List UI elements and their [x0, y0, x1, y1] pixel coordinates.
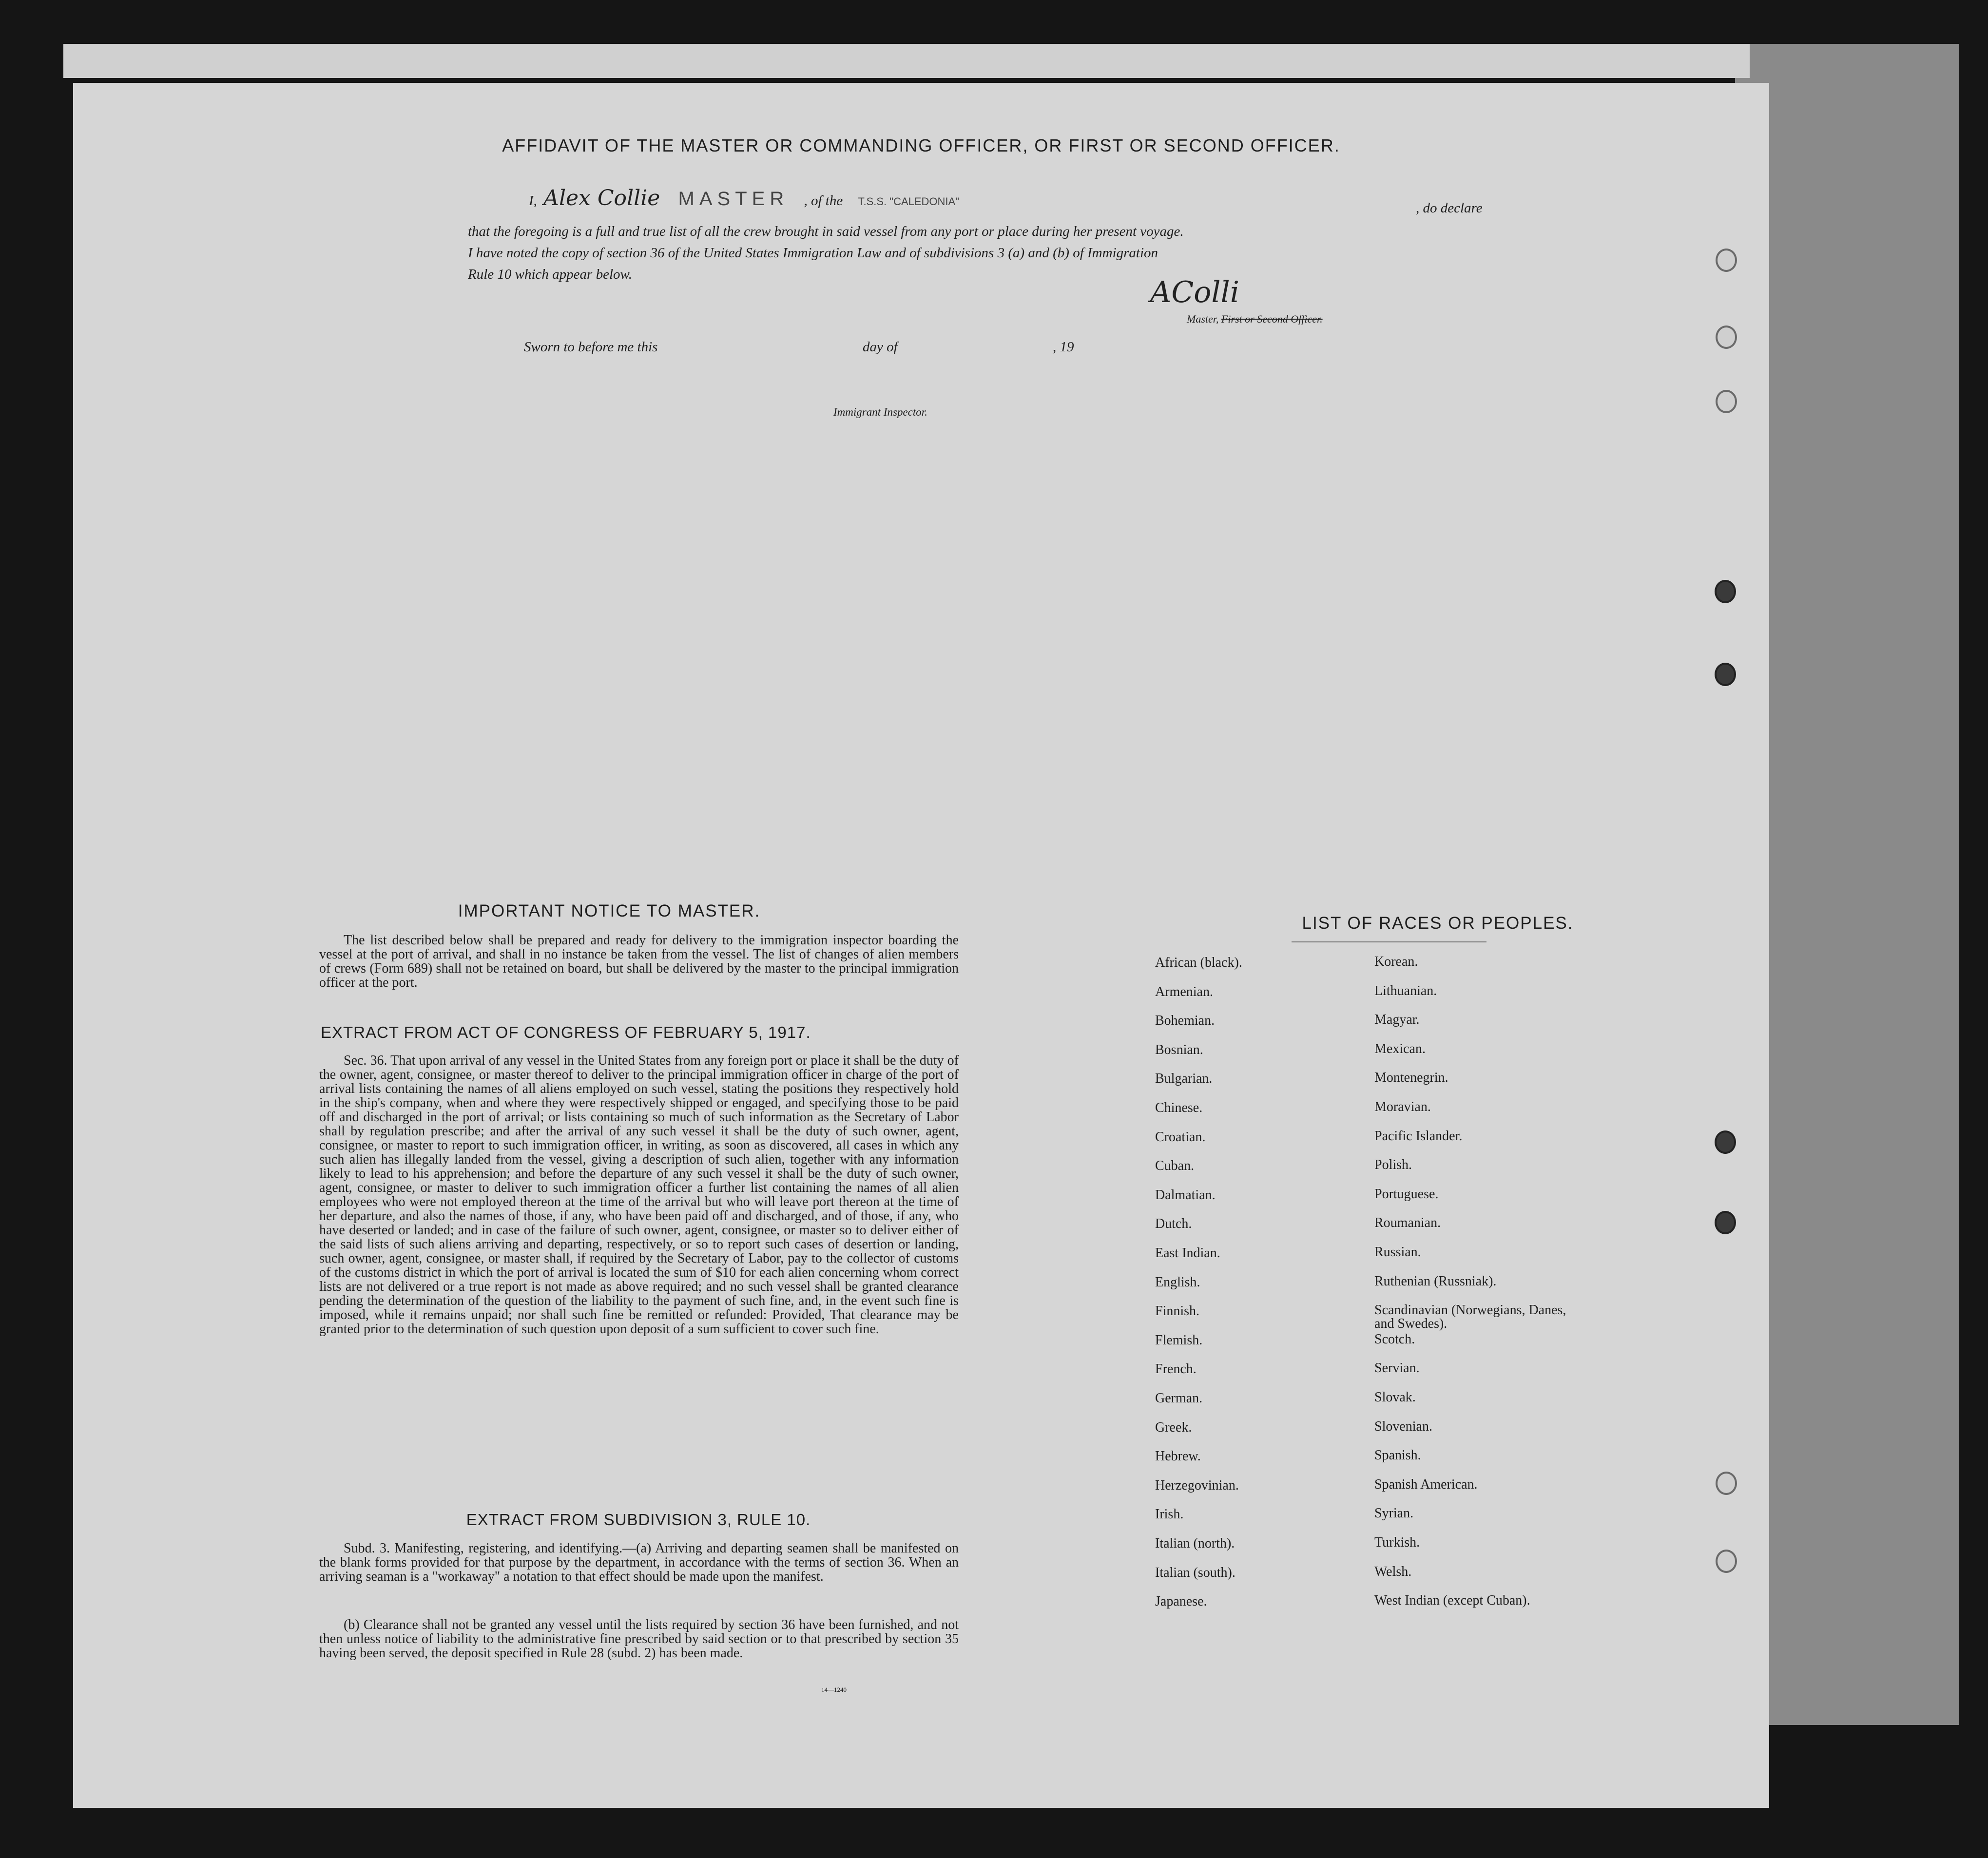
race-item: Slovak. [1374, 1390, 1416, 1405]
binder-hole [1715, 1130, 1736, 1154]
race-item: Pacific Islander. [1374, 1128, 1463, 1144]
extract-rule-text-b: (b) Clearance shall not be granted any vessel until the lists required by section 36 have been furnished, and not then unless notice of liability to the administrative fine prescribed by said section or to that prescribed by section 35 having been served, the deposit specified in Rule 28 (subd. 2) has been made. [319, 1617, 959, 1661]
race-item: Korean. [1374, 954, 1418, 969]
race-item: Flemish. [1155, 1332, 1203, 1348]
race-item: West Indian (except Cuban). [1374, 1593, 1530, 1609]
race-item: Japanese. [1155, 1594, 1207, 1609]
extract-act-text: Sec. 36. That upon arrival of any vessel in the United States from any foreign port or place it shall be the duty of the owner, agent, consignee, or master thereof to deliver to the principal immigration officer in charge of the port of arrival lists containing the names of all aliens employed on such vessel, stating the positions they respectively hold in the ship's company, when and where they were respectively shipped or engaged, and specifying those to be paid off and discharged in the port of arrival; or lists containing so much of such information as the Secretary of Labor shall by regulation prescribe; and after the arrival of any such vessel it shall be the duty of such owner, agent, consignee, or master to report to such immigration officer, in writing, as soon as discovered, all cases in which any such alien has illegally landed from the vessel, giving a description of such alien, together with any information likely to lead to his apprehension; and before the departure of any such vessel it shall be the duty of such owner, agent, consignee, or master to deliver to such immigration officer a further list containing the names of all alien employees who were not employed thereon at the time of the arrival but who will leave port thereon at the time of her departure, and also the names of those, if any, who have been paid off and discharged, and of those, if any, who have deserted or landed; and in case of the failure of such owner, agent, consignee, or master so to deliver either of the said lists of such aliens arriving and departing, respectively, or so to report such cases of desertion or landing, such owner, agent, consignee, or master shall, if required by the Secretary of Labor, pay to the collector of customs of the customs district in which the port of arrival is located the sum of $10 for each alien concerning whom correct lists are not delivered or a true report is not made as above required; and no such vessel shall be granted clearance pending the determination of the question of the liability to the payment of such fine, and, in the event such fine is imposed, while it remains unpaid; nor shall such fine be remitted or refunded: Provided, That clearance may be granted prior to the determination of such question upon deposit of a sum sufficient to cover such fine. [319, 1053, 959, 1337]
race-item: Ruthenian (Russniak). [1374, 1273, 1497, 1289]
do-declare-text: , do declare [1416, 200, 1483, 216]
race-item: African (black). [1155, 955, 1242, 970]
race-item: Roumanian. [1374, 1215, 1441, 1231]
race-item: Turkish. [1374, 1535, 1420, 1550]
stacked-page-edges [63, 44, 1750, 78]
of-the-text: , of the [804, 193, 843, 209]
race-item: Welsh. [1374, 1564, 1412, 1579]
race-item: Irish. [1155, 1507, 1184, 1522]
extract-rule-title: EXTRACT FROM SUBDIVISION 3, RULE 10. [466, 1511, 811, 1529]
race-item: Dalmatian. [1155, 1187, 1216, 1203]
affidavit-title: AFFIDAVIT OF THE MASTER OR COMMANDING OFFICER, OR FIRST OR SECOND OFFICER. [502, 135, 1340, 155]
races-title: LIST OF RACES OR PEOPLES. [1302, 914, 1574, 933]
race-item: Portuguese. [1374, 1186, 1439, 1202]
race-item: Bohemian. [1155, 1013, 1215, 1029]
binder-hole [1716, 249, 1737, 272]
inspector-caption: Immigrant Inspector. [833, 406, 927, 418]
race-item: Servian. [1374, 1360, 1420, 1376]
race-item: Cuban. [1155, 1158, 1195, 1174]
binder-hole [1715, 1211, 1736, 1234]
master-signature: AColli [1150, 275, 1239, 309]
race-item: Italian (north). [1155, 1536, 1235, 1551]
race-item: French. [1155, 1361, 1197, 1377]
master-name-handwritten: Alex Collie [543, 186, 660, 211]
race-item: German. [1155, 1391, 1203, 1406]
signature-caption-master: Master, [1187, 313, 1219, 325]
notice-title: IMPORTANT NOTICE TO MASTER. [458, 901, 761, 920]
rank-stamp: MASTER [678, 188, 789, 210]
signature-caption-struck: First or Second Officer. [1221, 313, 1323, 325]
form-number: 14—1240 [821, 1686, 847, 1693]
binder-hole [1716, 390, 1737, 413]
race-item: Spanish. [1374, 1448, 1421, 1463]
race-item: Italian (south). [1155, 1565, 1235, 1580]
binder-hole [1715, 580, 1736, 603]
race-item: Mexican. [1374, 1041, 1426, 1056]
race-item: Lithuanian. [1374, 983, 1437, 998]
race-item: Montenegrin. [1374, 1070, 1448, 1086]
vessel-stamp: T.S.S. "CALEDONIA" [858, 195, 960, 208]
race-item: Magyar. [1374, 1012, 1420, 1028]
race-item: Hebrew. [1155, 1449, 1201, 1464]
races-list [1155, 955, 1716, 1715]
declaration-prefix: I, [529, 193, 537, 209]
race-item: Scandinavian (Norwegians, Danes, and Swedes). [1374, 1303, 1566, 1332]
race-item: English. [1155, 1274, 1200, 1290]
race-item: Russian. [1374, 1245, 1421, 1260]
race-item: Dutch. [1155, 1216, 1192, 1232]
race-item: East Indian. [1155, 1245, 1220, 1261]
race-item: Herzegovinian. [1155, 1477, 1239, 1493]
declaration-line-2: that the foregoing is a full and true list of all the crew brought in said vessel from any port or place during her present voyage. [468, 224, 1184, 239]
race-item: Moravian. [1374, 1099, 1431, 1114]
binder-hole [1716, 1550, 1737, 1573]
race-item: Syrian. [1374, 1506, 1414, 1521]
race-item: Slovenian. [1374, 1418, 1432, 1434]
extract-act-title: EXTRACT FROM ACT OF CONGRESS OF FEBRUARY 5, 1917. [321, 1023, 811, 1041]
races-title-rule [1292, 941, 1486, 942]
declaration-line-3: I have noted the copy of section 36 of the United States Immigration Law and of subdivisions 3 (a) and (b) of Immigration [468, 245, 1158, 261]
race-item: Spanish American. [1374, 1476, 1478, 1492]
race-item: Bulgarian. [1155, 1071, 1213, 1087]
binder-hole [1715, 663, 1736, 686]
race-item: Greek. [1155, 1419, 1192, 1435]
affidavit-page [73, 83, 1769, 1808]
race-item: Finnish. [1155, 1303, 1200, 1319]
signature-caption [1187, 313, 1323, 326]
race-item: Scotch. [1374, 1331, 1415, 1347]
notice-text: The list described below shall be prepared and ready for delivery to the immigration inspector boarding the vessel at the port of arrival, and shall in no instance be taken from the vessel. The list of changes of alien members of crews (Form 689) shall not be retained on board, but shall be delivered by the master to the principal immigration officer at the port. [319, 933, 959, 990]
day-of-text: day of [863, 339, 898, 355]
binder-hole [1716, 326, 1737, 349]
race-item: Bosnian. [1155, 1042, 1203, 1057]
extract-rule-text-a: Subd. 3. Manifesting, registering, and identifying.—(a) Arriving and departing seamen shall be manifested on the blank forms provided for that purpose by the department, in accordance with the terms of section 36. When an arriving seaman is a "workaway" a notation to that effect should be made upon the manifest. [319, 1541, 959, 1584]
declaration-line-4: Rule 10 which appear below. [468, 267, 632, 282]
declaration-line-1 [529, 188, 1504, 212]
race-item: Polish. [1374, 1157, 1412, 1173]
race-item: Chinese. [1155, 1100, 1203, 1115]
race-item: Croatian. [1155, 1129, 1206, 1145]
sworn-text: Sworn to before me this [524, 339, 658, 355]
binder-hole [1716, 1472, 1737, 1495]
race-item: Armenian. [1155, 984, 1213, 999]
year-text: , 19 [1053, 339, 1074, 355]
